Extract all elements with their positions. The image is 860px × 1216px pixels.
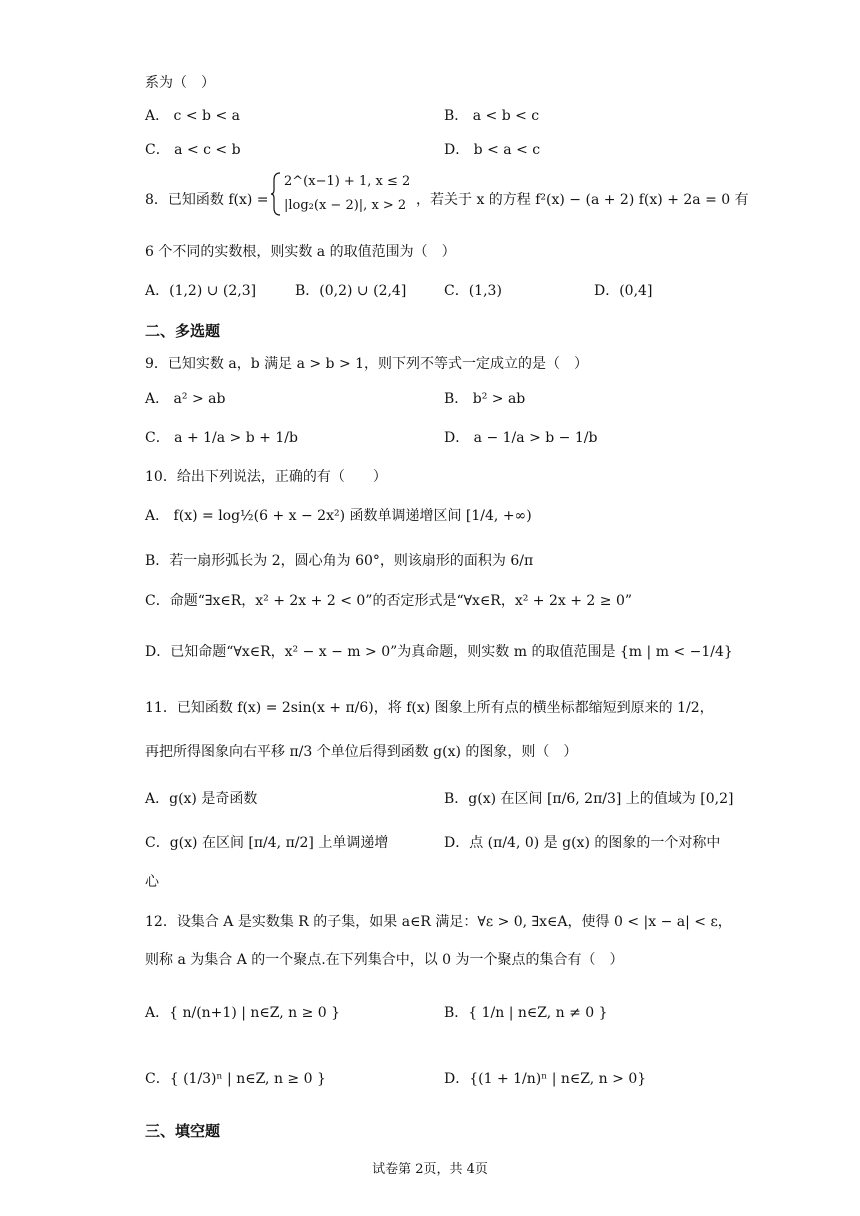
- q11-option-a: A．g(x) 是奇函数: [145, 791, 258, 807]
- q8-option-a: A．(1,2) ∪ (2,3]: [145, 283, 257, 299]
- q11-option-d-continued: 心: [145, 874, 159, 890]
- q9-option-b: B． b² > ab: [444, 391, 526, 407]
- q7-option-c: C． a < c < b: [145, 142, 241, 158]
- section-heading-fill: 三、填空题: [145, 1122, 221, 1140]
- q9-stem: 9．已知实数 a，b 满足 a > b > 1，则下列不等式一定成立的是（ ）: [145, 356, 589, 372]
- q7-option-b: B． a < b < c: [444, 108, 540, 124]
- q10-option-a: A． f(x) = log½(6 + x − 2x²) 函数单调递增区间 [1/4, +∞): [145, 508, 532, 524]
- q11-option-b: B．g(x) 在区间 [π/6, 2π/3] 上的值域为 [0,2]: [444, 791, 734, 807]
- q12-stem-line2: 则称 a 为集合 A 的一个聚点.在下列集合中，以 0 为一个聚点的集合有（ ）: [145, 952, 624, 968]
- q11-option-d: D．点 (π/4, 0) 是 g(x) 的图象的一个对称中: [444, 835, 721, 851]
- q9-option-c: C． a + 1/a > b + 1/b: [145, 430, 298, 446]
- q11-option-c: C．g(x) 在区间 [π/4, π/2] 上单调递增: [145, 835, 389, 851]
- q9-option-d: D． a − 1/a > b − 1/b: [444, 430, 598, 446]
- q8-piece-2: |log₂(x − 2)|, x > 2: [284, 198, 407, 213]
- q12-option-c: C．{ (1/3)ⁿ | n∈Z, n ≥ 0 }: [145, 1071, 326, 1087]
- page-footer: 试卷第 2页，共 4页: [372, 1162, 488, 1177]
- q11-stem-line2: 再把所得图象向右平移 π/3 个单位后得到函数 g(x) 的图象，则（ ）: [145, 744, 578, 760]
- q8-stem-prefix: 8．已知函数 f(x) =: [145, 192, 269, 208]
- q9-option-a: A． a² > ab: [145, 391, 226, 407]
- q8-stem-suffix: ，若关于 x 的方程 f²(x) − (a + 2) f(x) + 2a = 0 有: [416, 192, 749, 208]
- q8-option-b: B．(0,2) ∪ (2,4]: [295, 283, 407, 299]
- q8-stem-line2: 6 个不同的实数根，则实数 a 的取值范围为（ ）: [145, 244, 456, 260]
- q8-piecewise-brace: [270, 172, 282, 216]
- q12-option-d: D．{(1 + 1/n)ⁿ | n∈Z, n > 0}: [444, 1071, 647, 1087]
- section-heading-multi: 二、多选题: [145, 322, 221, 340]
- q8-piece-1: 2^(x−1) + 1, x ≤ 2: [284, 174, 411, 189]
- q10-option-b: B．若一扇形弧长为 2，圆心角为 60°，则该扇形的面积为 6/π: [145, 553, 534, 569]
- q12-option-b: B．{ 1/n | n∈Z, n ≠ 0 }: [444, 1005, 608, 1021]
- q8-option-d: D．(0,4]: [594, 283, 653, 299]
- q7-option-d: D． b < a < c: [444, 142, 541, 158]
- q10-option-d: D．已知命题“∀x∈R，x² − x − m > 0”为真命题，则实数 m 的取值范围是 {m | m < −1/4}: [145, 644, 733, 660]
- q12-option-a: A．{ n/(n+1) | n∈Z, n ≥ 0 }: [145, 1005, 341, 1021]
- q10-option-c: C．命题“∃x∈R，x² + 2x + 2 < 0”的否定形式是“∀x∈R，x² + 2x + 2 ≥ 0”: [145, 593, 633, 609]
- q7-stem-tail: 系为（ ）: [145, 75, 215, 91]
- q10-stem: 10．给出下列说法，正确的有（ ）: [145, 469, 387, 485]
- q8-option-c: C．(1,3): [444, 283, 502, 299]
- q11-stem-line1: 11．已知函数 f(x) = 2sin(x + π/6)，将 f(x) 图象上所有点的横坐标都缩短到原来的 1/2，: [145, 700, 714, 716]
- q7-option-a: A． c < b < a: [145, 108, 240, 124]
- q12-stem-line1: 12．设集合 A 是实数集 R 的子集，如果 a∈R 满足：∀ε > 0, ∃x∈A，使得 0 < |x − a| < ε，: [145, 914, 732, 930]
